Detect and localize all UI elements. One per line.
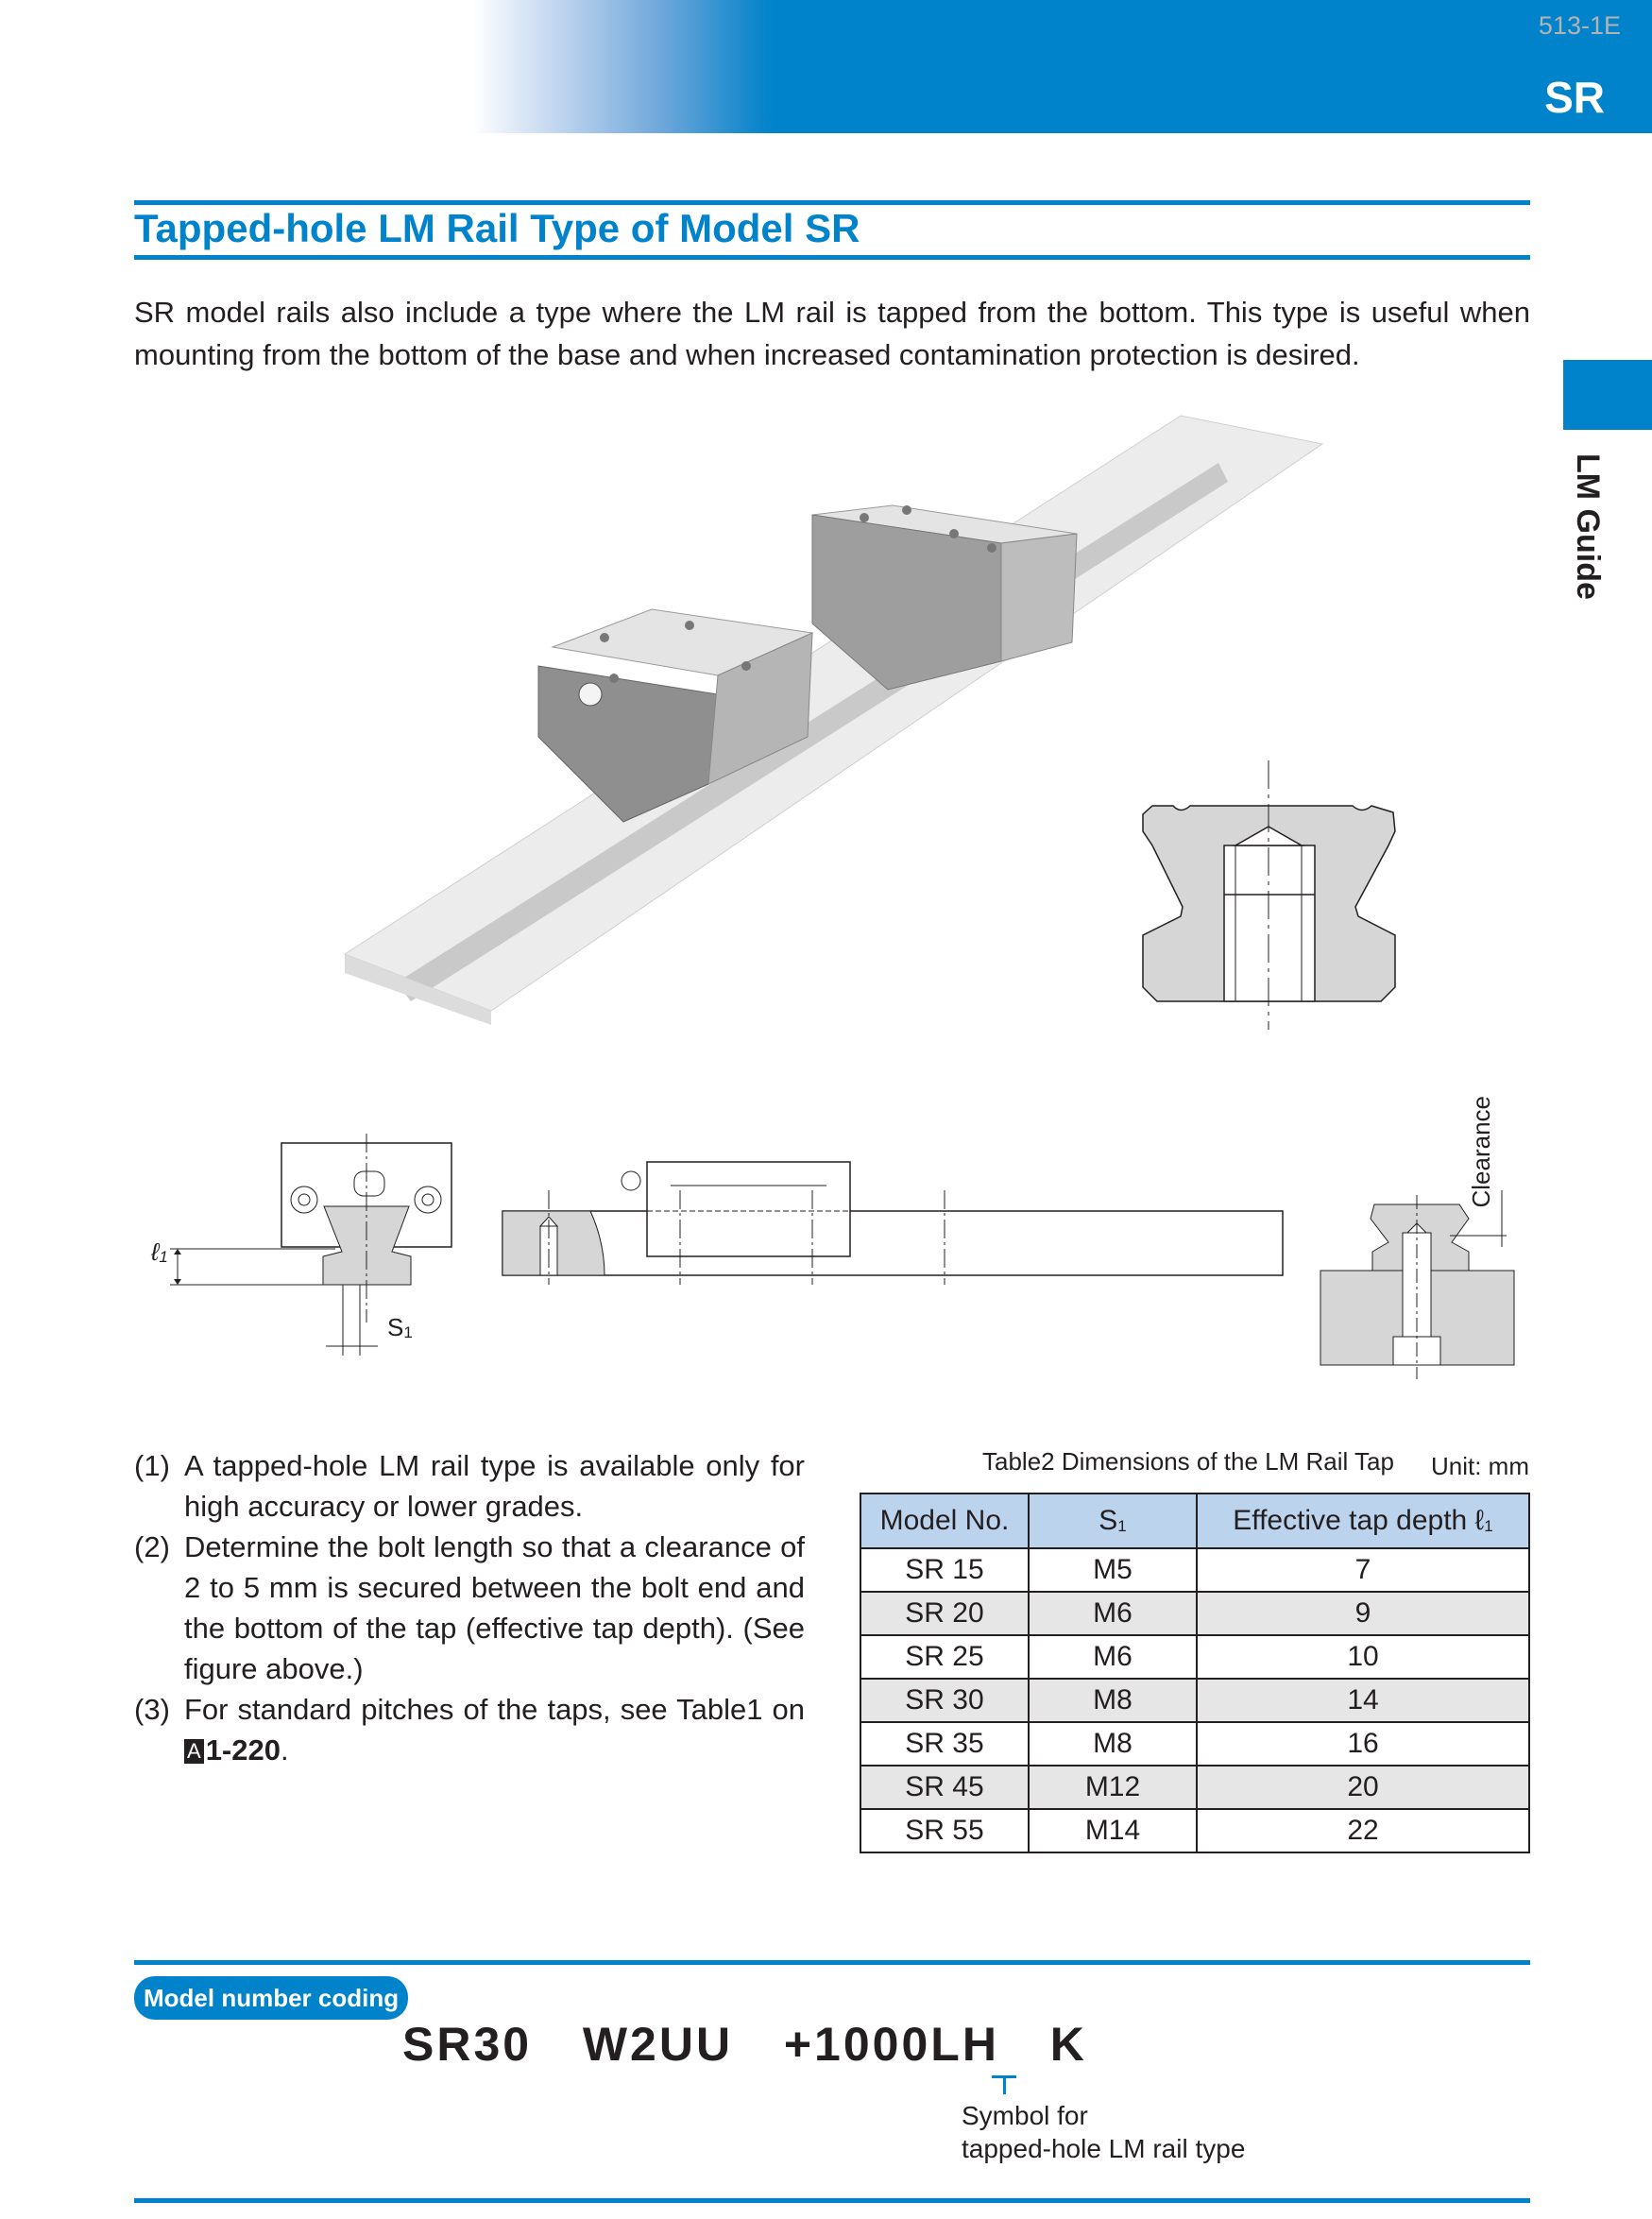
series-label: SR xyxy=(1544,73,1605,122)
cell-s1: M12 xyxy=(1029,1766,1197,1809)
cell-depth: 16 xyxy=(1197,1722,1529,1766)
model-coding-pill: Model number coding xyxy=(134,1976,408,2020)
model-code: SR30 W2UU +1000LH K xyxy=(402,2018,1087,2071)
table-header-row xyxy=(860,1494,1529,1548)
front-view-drawing xyxy=(142,1134,482,1360)
note-item: (1) A tapped-hole LM rail type is available only for high accuracy or lower grades. xyxy=(134,1449,805,1523)
coding-rule-top xyxy=(134,1960,1530,1965)
block-side xyxy=(647,1162,850,1256)
side-tab-marker xyxy=(1563,360,1652,430)
cell-model: SR 15 xyxy=(860,1548,1029,1592)
title-rule-bottom xyxy=(134,255,1530,260)
cell-depth: 7 xyxy=(1197,1548,1529,1592)
table-unit: Unit: mm xyxy=(1431,1452,1529,1480)
rail-side xyxy=(502,1211,1283,1275)
cell-model: SR 45 xyxy=(860,1766,1029,1809)
cell-s1: M8 xyxy=(1029,1722,1197,1766)
section-title: Tapped-hole LM Rail Type of Model SR xyxy=(134,206,860,250)
cell-depth: 9 xyxy=(1197,1592,1529,1635)
s1-dim-label: $S_1$ xyxy=(387,1313,413,1341)
coding-rule-bottom xyxy=(134,2198,1530,2203)
rail-tap-section-detail xyxy=(1115,756,1398,1039)
grease-nipple xyxy=(622,1171,640,1190)
cell-model: SR 25 xyxy=(860,1635,1029,1679)
cell-depth: 22 xyxy=(1197,1809,1529,1852)
side-view-drawing xyxy=(501,1143,1285,1285)
tap-dimensions-table xyxy=(860,1493,1530,1853)
table-row xyxy=(860,1766,1529,1809)
cell-s1: M6 xyxy=(1029,1635,1197,1679)
cell-s1: M8 xyxy=(1029,1679,1197,1722)
clearance-label: Clearance xyxy=(1467,1096,1495,1208)
bolt-clearance-drawing xyxy=(1318,1190,1535,1379)
note-item: (2) Determine the bolt length so that a clearance of 2 to 5 mm is secured between the bolt end and the bottom of the tap (effective tap depth). (See figure above.) xyxy=(134,1530,805,1685)
cell-s1: M14 xyxy=(1029,1809,1197,1852)
table-caption: Table2 Dimensions of the LM Rail Tap xyxy=(982,1447,1394,1476)
symbol-description: Symbol for tapped-hole LM rail type xyxy=(962,2101,1246,2163)
l1-dim-label: ℓ$_1$ xyxy=(151,1238,168,1266)
table-row xyxy=(860,1635,1529,1679)
note-item: (3) For standard pitches of the taps, see Table1 on A 1-220. xyxy=(134,1693,805,1767)
table-row xyxy=(860,1592,1529,1635)
symbol-indicator-stem xyxy=(1003,2075,1006,2094)
table-row xyxy=(860,1679,1529,1722)
rear-block-front xyxy=(1001,534,1077,661)
notes-list xyxy=(134,1445,805,1770)
cell-s1: M6 xyxy=(1029,1592,1197,1635)
cell-model: SR 30 xyxy=(860,1679,1029,1722)
col-header-depth: Effective tap depth ℓ$_1$ xyxy=(1197,1494,1529,1548)
title-rule-top xyxy=(134,200,1530,205)
side-tab-label: LM Guide xyxy=(1570,453,1606,600)
cell-depth: 10 xyxy=(1197,1635,1529,1679)
table-row xyxy=(860,1809,1529,1852)
header-band xyxy=(0,0,1652,133)
col-header-s1: $S_1$ xyxy=(1029,1494,1197,1548)
cell-model: SR 35 xyxy=(860,1722,1029,1766)
page-reference-link[interactable]: 1-220 xyxy=(205,1733,281,1767)
cell-depth: 20 xyxy=(1197,1766,1529,1809)
section-a-badge-icon: A xyxy=(184,1739,204,1764)
intro-paragraph: SR model rails also include a type where the LM rail is tapped from the bottom. This type is useful when mounting from the bottom of the base and when increased contamination protection is desired. xyxy=(134,296,1530,371)
cell-depth: 14 xyxy=(1197,1679,1529,1722)
cell-model: SR 20 xyxy=(860,1592,1029,1635)
col-header-model: Model No. xyxy=(860,1494,1029,1548)
cell-s1: M5 xyxy=(1029,1548,1197,1592)
table-row xyxy=(860,1548,1529,1592)
table-row xyxy=(860,1722,1529,1766)
document-code: 513-1E xyxy=(1538,11,1621,40)
cell-model: SR 55 xyxy=(860,1809,1029,1852)
